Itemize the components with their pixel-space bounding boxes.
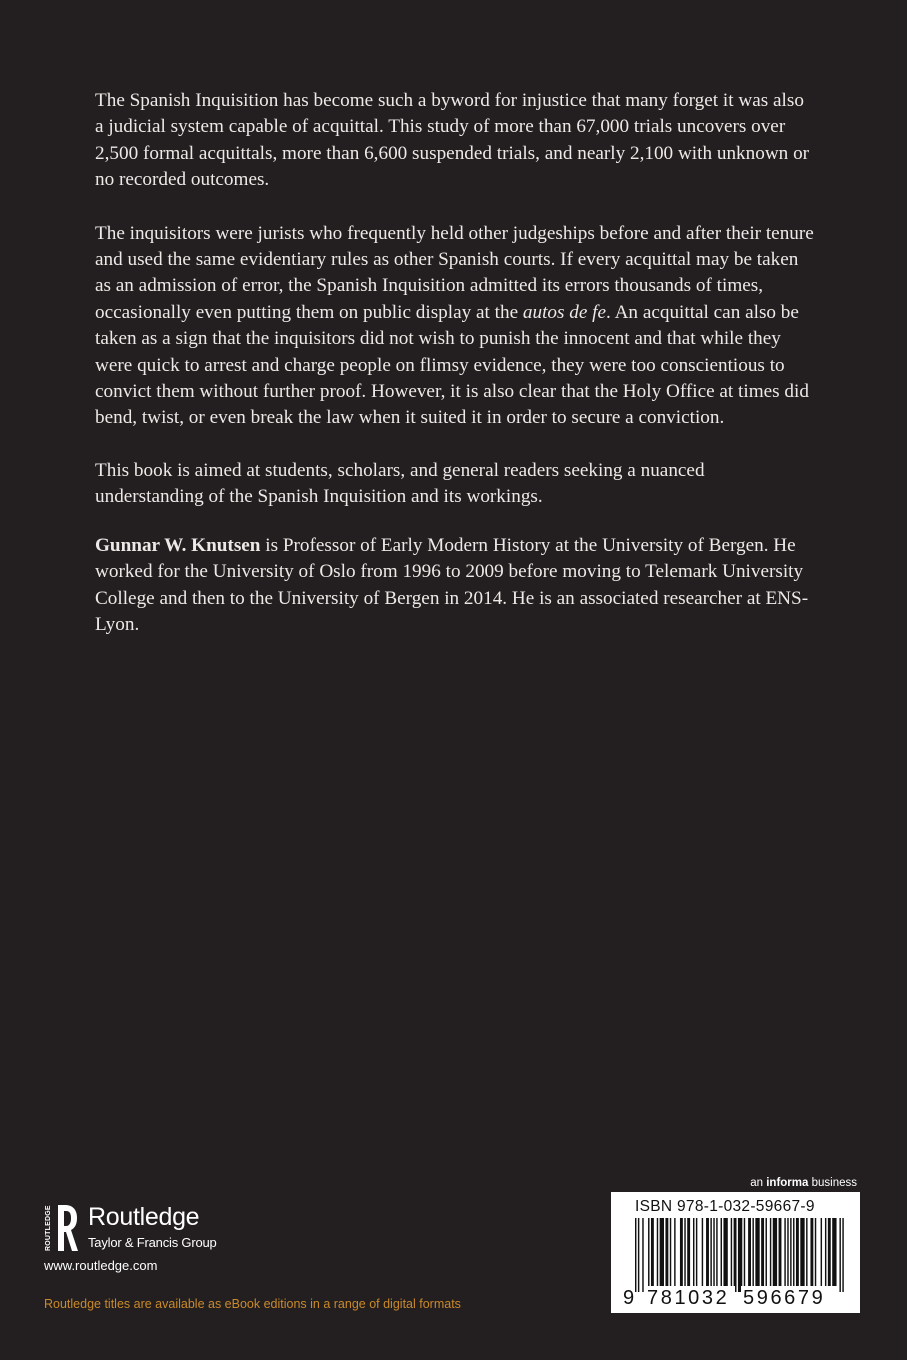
author-bio [95, 533, 815, 639]
isbn-right-digits: 596679 [743, 1287, 826, 1309]
author-bio-text: is Professor of Early Modern History at the University of Bergen. He worked for the University of Oslo from 1996 to 2009 before moving to Telemark University College and then to the University of Bergen in 2014. He is an associated researcher at ENS-Lyon. [95, 534, 809, 635]
description-paragraph-3: This book is aimed at students, scholars, and general readers seeking a nuanced understanding of the Spanish Inquisition and its workings. [95, 459, 705, 508]
informa-tagline [750, 1177, 857, 1189]
informa-prefix: an [750, 1177, 767, 1189]
description-paragraph-2-part-1: The inquisitors were jurists who frequently held other judgeships before and after their tenure and used the same evidentiary rules as other Spanish courts. If every acquittal may be taken as an admission of error, the Spanish Inquisition admitted its errors thousands of times, occasionally even putting them on public display at the [95, 222, 814, 323]
publisher-name: Routledge [88, 1203, 200, 1231]
informa-suffix: business [808, 1177, 857, 1189]
description-paragraph-1: The Spanish Inquisition has become such a byword for injustice that many forget it was also a judicial system capable of acquittal. This study of more than 67,000 trials uncovers over 2,500 formal acquittals, more than 6,600 suspended trials, and nearly 2,100 with unknown or no recorded outcomes. [95, 90, 810, 191]
author-name: Gunnar W. Knutsen [95, 534, 261, 556]
back-cover-text [95, 88, 815, 662]
description-paragraph-2-part-2: . An acquittal can also be taken as a sign that the inquisitors did not wish to punish the innocent and that while they were quick to arrest and charge people on flimsy evidence, they were too conscientious to convict them without further proof. However, it is also clear that the Holy Office at times did bend, twist, or even break the law when it suited it in order to secure a conviction. [95, 301, 809, 429]
isbn-label: ISBN 978-1-032-59667-9 [635, 1198, 815, 1215]
publisher-url: www.routledge.com [44, 1258, 158, 1273]
logo-vertical-wordmark: ROUTLEDGE [45, 1205, 52, 1251]
ebook-note: Routledge titles are available as eBook editions in a range of digital formats [44, 1297, 461, 1311]
isbn-barcode-box [611, 1192, 860, 1313]
isbn-left-digits: 781032 [647, 1287, 730, 1309]
informa-brand: informa [766, 1177, 809, 1189]
description-paragraph-2 [95, 221, 815, 432]
description-italic-term: autos de fe [522, 301, 607, 323]
publisher-block [44, 1200, 344, 1260]
barcode-icon [635, 1218, 845, 1292]
publisher-group: Taylor & Francis Group [88, 1235, 217, 1250]
isbn-first-digit: 9 [623, 1287, 635, 1309]
